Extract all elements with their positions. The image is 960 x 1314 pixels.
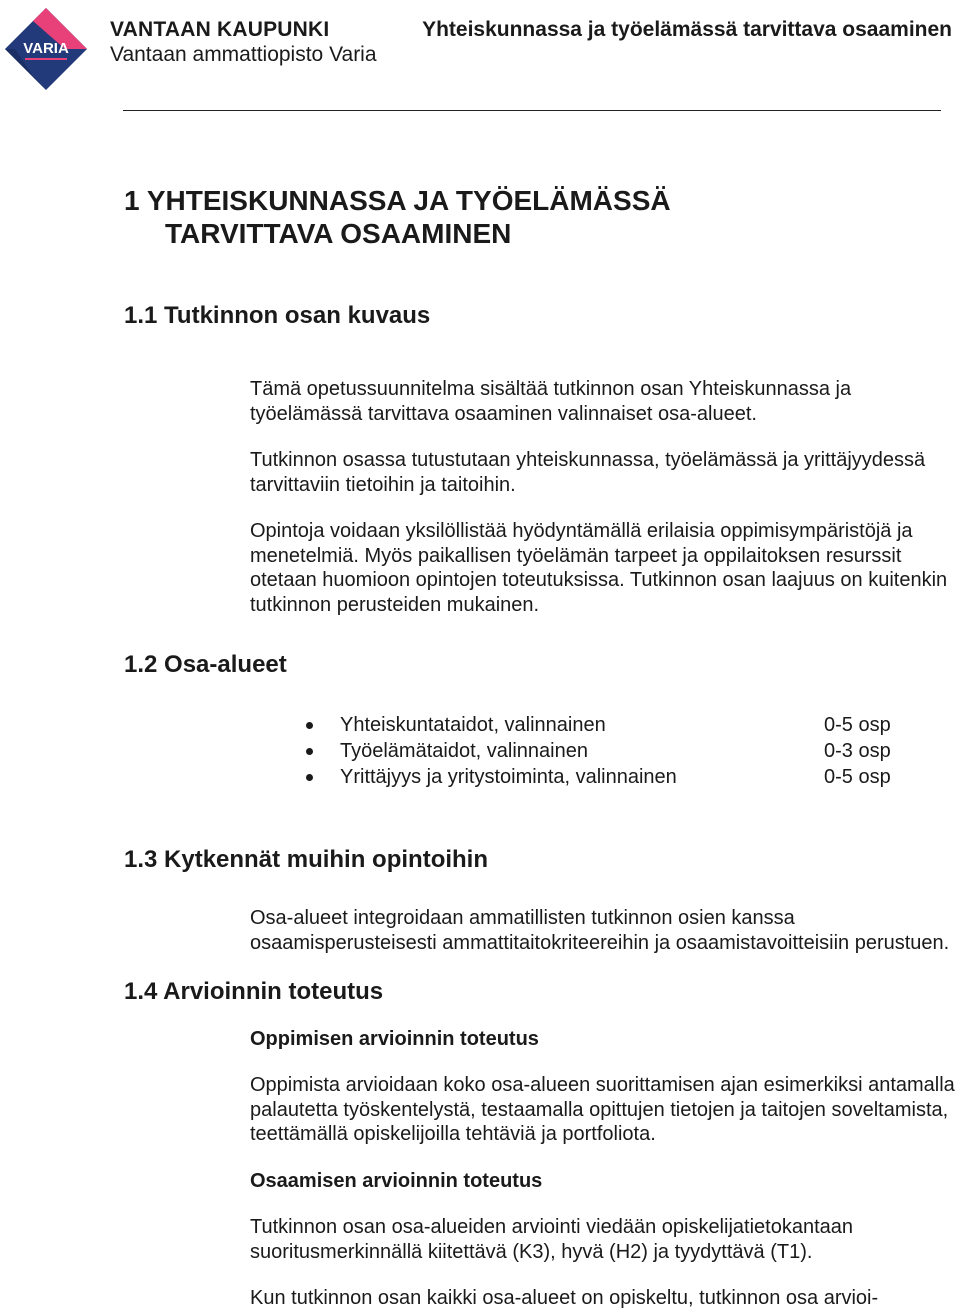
page-title-line1: 1 YHTEISKUNNASSA JA TYÖELÄMÄSSÄ [124,185,671,216]
osa-alue-credits: 0-5 osp [824,714,891,736]
section-heading-kuvaus: 1.1 Tutkinnon osan kuvaus [124,302,431,329]
arviointi-paragraph-continued: Kun tutkinnon osan kaikki osa-alueet on opiskeltu, tutkinnon osa arvioi- [250,1287,879,1309]
document-title: Yhteiskunnassa ja työelämässä tarvittava osaaminen [422,18,952,41]
page-title-line2: TARVITTAVA OSAAMINEN [165,218,512,249]
osa-alue-credits: 0-3 osp [824,740,891,762]
kuvaus-paragraph-1: Tämä opetussuunnitelma sisältää tutkinnon osan Yhteiskunnassa ja työelämässä tarvittava osaaminen valinnaiset osa-alueet. [250,378,852,425]
section-heading-arviointi: 1.4 Arvioinnin toteutus [124,978,384,1005]
kytkennat-paragraph: Osa-alueet integroidaan ammatillisten tutkinnon osien kanssa osaamisperusteisesti ammattitaitokriteereihin ja osaamistavoitteisiin perustuen. [250,907,950,954]
osaamisen-arviointi-paragraph: Tutkinnon osan osa-alueiden arviointi viedään opiskelijatietokantaan suoritusmerkinnällä kiitettävä (K3), hyvä (H2) ja tyydyttävä (T1). [250,1216,853,1263]
subheading-osaamisen-arviointi: Osaamisen arvioinnin toteutus [250,1170,543,1192]
section-heading-kytkennat: 1.3 Kytkennät muihin opintoihin [124,846,489,873]
bullet-icon [306,722,313,729]
section-heading-osa-alueet: 1.2 Osa-alueet [124,651,287,678]
osa-alue-name: Yrittäjyys ja yritystoiminta, valinnainen [340,766,677,788]
kuvaus-paragraph-3: Opintoja voidaan yksilöllistää hyödyntämällä erilaisia oppimisympäristöjä ja menetelmiä. Myös paikallisen työelämän tarpeet ja oppilaitoksen resurssit otetaan huomioon opintojen toteutuksissa. Tutkinnon osan laajuus on kuitenkin tutkinnon perusteiden mukainen. [250,520,948,616]
subheading-oppimisen-arviointi: Oppimisen arvioinnin toteutus [250,1028,539,1050]
page-title [124,184,671,250]
organization-name: VANTAAN KAUPUNKI [110,18,330,41]
bullet-icon [306,748,313,755]
oppimisen-arviointi-paragraph: Oppimista arvioidaan koko osa-alueen suorittamisen ajan esimerkiksi antamalla palautetta työskentelystä, testaamalla opittujen tietojen ja taitojen soveltamista, teettämällä opiskelijoilla tehtäviä ja portfoliota. [250,1074,955,1145]
varia-logo [3,6,89,92]
school-name: Vantaan ammattiopisto Varia [110,43,377,66]
kuvaus-paragraph-2: Tutkinnon osassa tutustutaan yhteiskunnassa, työelämässä ja yrittäjyydessä tarvittaviin tietoihin ja taitoihin. [250,449,926,496]
osa-alue-credits: 0-5 osp [824,766,891,788]
osa-alue-name: Työelämätaidot, valinnainen [340,740,588,762]
osa-alue-name: Yhteiskuntataidot, valinnainen [340,714,606,736]
bullet-icon [306,774,313,781]
logo-text: VARIA [23,40,69,57]
header-divider [123,110,941,111]
